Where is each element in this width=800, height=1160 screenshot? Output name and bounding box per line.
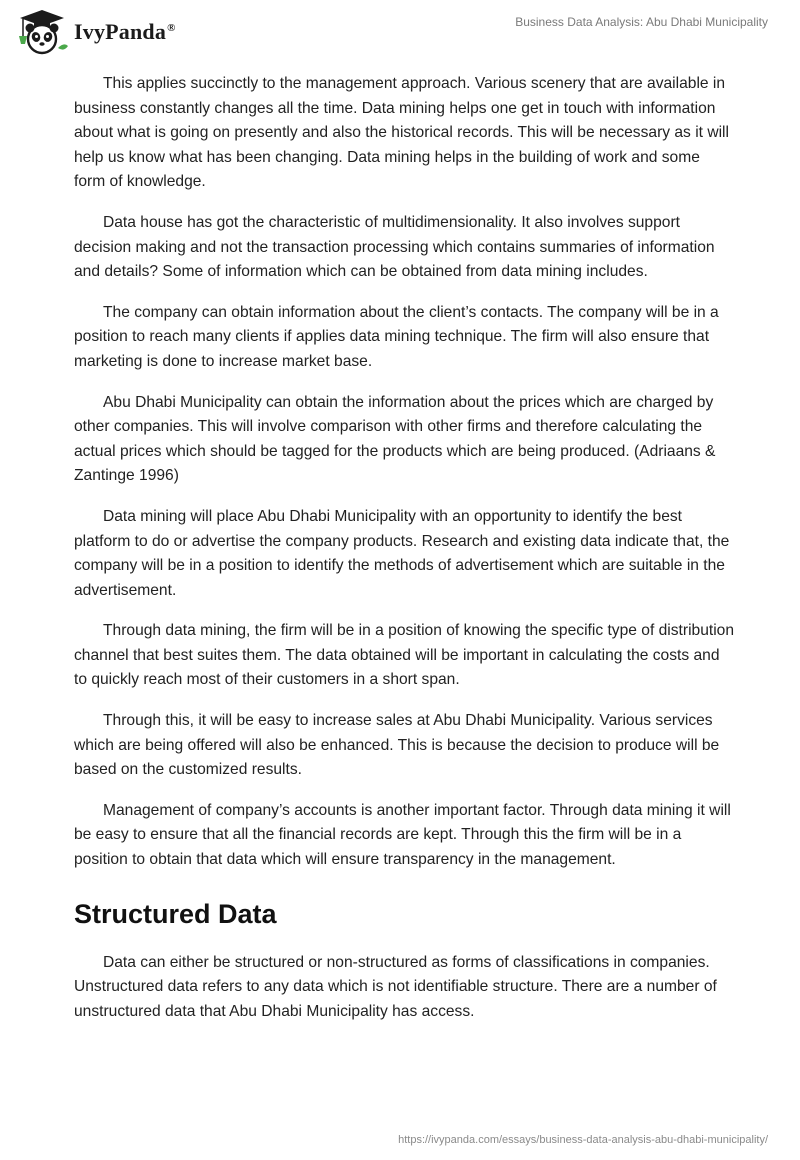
- section-heading: Structured Data: [74, 898, 277, 929]
- paragraph: Data house has got the characteristic of multidimensionality. It also involves support decision making and not the transaction processing which contains summaries of information and details? Some of information which can be obtained from data mining includes.: [74, 213, 715, 281]
- panda-graduation-cap-icon: [14, 8, 70, 56]
- paragraph: This applies succinctly to the management approach. Various scenery that are available in business constantly changes all the time. Data mining helps one get in touch with information about what is going on presently and also the historical records. This will be necessary as it will help us know what has been changing. Data mining helps in the building of work and some form of knowledge.: [74, 75, 729, 191]
- ivypanda-logo[interactable]: [14, 8, 176, 56]
- brand-name-text: IvyPanda: [74, 19, 167, 44]
- paragraph: Abu Dhabi Municipality can obtain the information about the prices which are charged by other companies. This will involve comparison with other firms and therefore calculating the actual prices which should be tagged for the products which are being produced. (Adriaans & Zantinge 1996): [74, 393, 716, 485]
- source-url[interactable]: https://ivypanda.com/essays/business-data-analysis-abu-dhabi-municipality/: [398, 1134, 768, 1146]
- article-body: [74, 72, 734, 1040]
- paragraph: Data can either be structured or non-structured as forms of classifications in companies. Unstructured data refers to any data which is not identifiable structure. There are a number of unstructured data that Abu Dhabi Municipality has access.: [74, 953, 717, 1020]
- page-header: [0, 0, 800, 64]
- brand-name: [74, 19, 176, 45]
- paragraph: The company can obtain information about the client’s contacts. The company will be in a position to reach many clients if applies data mining technique. The firm will also ensure that marketing is done to increase market base.: [74, 303, 719, 370]
- document-title: Business Data Analysis: Abu Dhabi Municipality: [515, 15, 768, 29]
- paragraph: Data mining will place Abu Dhabi Municipality with an opportunity to identify the best platform to do or advertise the company products. Research and existing data indicate that, the company will be in a position to identify the methods of advertisement which are suitable in the advertisement.: [74, 507, 730, 599]
- paragraph: Through data mining, the firm will be in a position of knowing the specific type of distribution channel that best suites them. The data obtained will be important in calculating the costs and to quickly reach most of their customers in a short span.: [74, 622, 735, 689]
- paragraph: Through this, it will be easy to increase sales at Abu Dhabi Municipality. Various services which are being offered will also be enhanced. This is because the decision to produce will be based on the customized results.: [74, 712, 720, 779]
- paragraph: Management of company’s accounts is another important factor. Through data mining it will be easy to ensure that all the financial records are kept. Through this the firm will be in a position to obtain that data which will ensure transparency in the management.: [74, 801, 731, 869]
- registered-mark: ®: [167, 21, 176, 34]
